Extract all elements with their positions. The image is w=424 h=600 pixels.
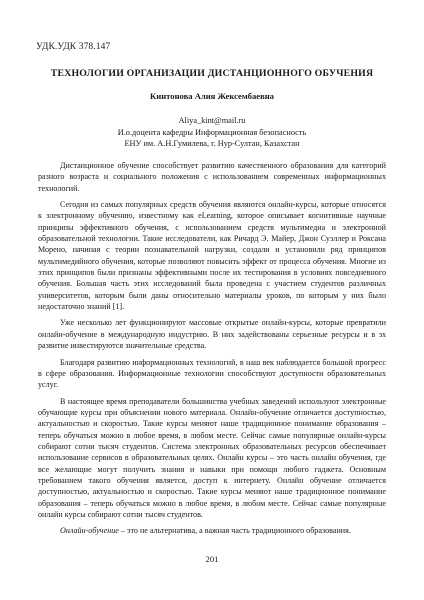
author-university: ЕНУ им. А.Н.Гумилева, г. Нур-Султан, Казахстан xyxy=(124,139,300,148)
article-title: ТЕХНОЛОГИИ ОРГАНИЗАЦИИ ДИСТАНЦИОННОГО ОБУЧЕНИЯ xyxy=(50,68,374,79)
author-position: И.о.доцента кафедры Информационная безопасность xyxy=(117,127,307,137)
term-online-learning: Онлайн-обучение xyxy=(60,526,119,536)
udk-code: УДК.УДК 378.147 xyxy=(36,42,111,52)
author-affiliation xyxy=(0,115,424,150)
paragraph-it-progress: Благодаря развитию информационных технологий, в наш век наблюдается большой прогресс в сфере образования. Информационные технологии способствуют доступности образовательных услуг. xyxy=(38,357,386,390)
page-number: 201 xyxy=(205,554,219,564)
paragraph-teachers: В настоящее время преподаватели большинства учебных заведений используют электронные обучающие курсы при объяснении нового материала. Онлайн-обучение отличается доступностью, актуальностью и скоростью. Такие курсы меняют наше традиционное понимание образования – теперь обучаться можно в любое время, в любом месте. Сейчас самые популярные онлайн-курсы собирают сотни тысяч студентов. Система электронных образовательных ресурсов обеспечивает использование сервисов в образовательных целях. Онлайн курсы – это часть онлайн обучения, где все желающие могут получить знания и навыки при помощи любого гаджета. Основным требованием такого обучения является, доступ к интернету. Онлайн обучение отличается доступностью, актуальностью и скоростью. Такие курсы меняют наше традиционное понимание образования – теперь обучаться можно в любое время, в любом месте. Сейчас самые популярные онлайн курсы собирают сотни тысяч студентов. xyxy=(38,396,386,519)
author-name: Кинтонова Алия Жексембаевна xyxy=(150,91,274,101)
article-body xyxy=(38,160,386,537)
author-email: Aliya_kint@mail.ru xyxy=(178,116,246,125)
paragraph-mooc: Уже несколько лет функционируют массовые открытые онлайн-курсы, которые превратили онлайн-обучение в международную индустрию. В них задействованы серьезные ресурсы и в эх развитие инвестируются значительные средства. xyxy=(38,318,386,351)
conclusion-text: – это не альтернатива, а важная часть традиционного образования. xyxy=(118,526,351,536)
paragraph-conclusion xyxy=(38,525,386,536)
paragraph-intro: Дистанционное обучение способствует развитию качественного образования для категорий разного возраста и социального положения с использованием современных информационных технологий. xyxy=(38,161,386,193)
paragraph-online-courses: Сегодня из самых популярных средств обучения являются онлайн-курсы, которые относятся к электронному обучению, известному как eLearning, которое описывает когнитивные научные принципы эффективного обучения, с использованием средств мультимедиа и электронной образовательной технологии. Такие исследователи, как Ричард Э. Майер, Джон Суэллер и Роксана Морено, начиная с теории познавательной нагрузки, создали и установили ряд принципов мультимедийного обучения, которые позволяют повысить эффект от процесса обучения. Многие из этих принципов были признаны эффективными после их тестирования в условиях повседневного обучения. Большая часть этих исследований была проведена с участием студентов различных университетов, которым были даны относительно материалы уроков, по которым у них было недостаточно знаний [1]. xyxy=(38,200,386,312)
